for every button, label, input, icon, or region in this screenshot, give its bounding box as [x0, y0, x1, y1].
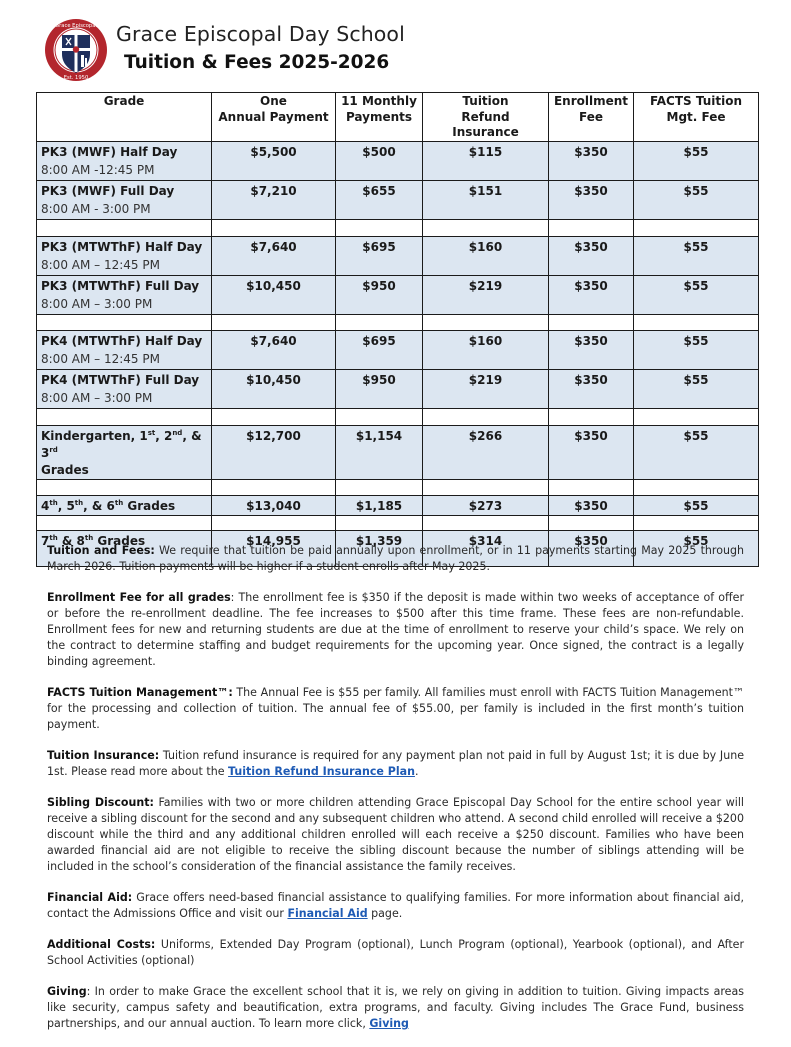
- column-header-annual: One Annual Payment: [212, 93, 336, 142]
- table-row: [37, 330, 759, 369]
- spacer-row: [37, 479, 759, 495]
- facts-fee: $55: [634, 275, 759, 314]
- monthly-payment: $950: [336, 369, 423, 408]
- grade-name: PK4 (MTWThF) Full Day: [41, 372, 200, 387]
- enrollment-fee: $350: [549, 330, 634, 369]
- grade-time: 8:00 AM -12:45 PM: [41, 162, 155, 177]
- table-row: [37, 495, 759, 515]
- grade-time: 8:00 AM - 3:00 PM: [41, 201, 151, 216]
- table-row: [37, 180, 759, 219]
- annual-payment: $7,640: [212, 330, 336, 369]
- grade-name: PK3 (MTWThF) Full Day: [41, 278, 200, 293]
- note-sibling-discount: Sibling Discount: Families with two or more children attending Grace Episcopal Day School for the entire school year will receive a sibling discount for the second and any subsequent children who attend. A second child enrolled will receive a $200 discount while the third and any additional children enrolled will each receive a $250 discount. Families who have been awarded financial aid are not eligible to receive the sibling discount because the number of siblings attending will be included in the school’s consideration of the financial assistance the family receives.: [47, 796, 744, 873]
- document-header: [44, 16, 644, 82]
- grade-name: PK3 (MTWThF) Half Day: [41, 239, 203, 254]
- enrollment-fee: $350: [549, 180, 634, 219]
- page-title: Tuition & Fees 2025-2026: [124, 52, 390, 73]
- facts-fee: $55: [634, 369, 759, 408]
- enrollment-fee: $350: [549, 530, 634, 566]
- tuition-refund-insurance-link[interactable]: Tuition Refund Insurance Plan: [228, 765, 415, 778]
- note-insurance: Tuition Insurance: Tuition refund insurance is required for any payment plan not paid in full by August 1st; it is due by June 1st. Please read more about the Tuition Refund Insurance Plan.: [47, 749, 744, 778]
- column-header-insurance: Tuition Refund Insurance: [423, 93, 549, 142]
- monthly-payment: $950: [336, 275, 423, 314]
- column-header-grade: Grade: [37, 93, 212, 142]
- facts-fee: $55: [634, 425, 759, 479]
- grade-time: 8:00 AM – 3:00 PM: [41, 390, 153, 405]
- giving-link[interactable]: Giving: [369, 1017, 409, 1030]
- spacer-row: [37, 515, 759, 530]
- monthly-payment: $1,154: [336, 425, 423, 479]
- monthly-payment: $500: [336, 141, 423, 180]
- annual-payment: $10,450: [212, 275, 336, 314]
- table-row: [37, 236, 759, 275]
- column-header-facts: FACTS Tuition Mgt. Fee: [634, 93, 759, 142]
- spacer-row: [37, 408, 759, 425]
- grade-name: PK3 (MWF) Full Day: [41, 183, 175, 198]
- note-facts: FACTS Tuition Management™: The Annual Fee is $55 per family. All families must enroll with FACTS Tuition Management™ for the processing and collection of tuition. The annual fee of $55.00, per family is included in the first month’s tuition payment.: [47, 686, 744, 731]
- facts-fee: $55: [634, 530, 759, 566]
- refund-insurance: $273: [423, 495, 549, 515]
- grade-name: 4th, 5th, & 6th Grades: [41, 498, 176, 513]
- refund-insurance: $115: [423, 141, 549, 180]
- monthly-payment: $695: [336, 330, 423, 369]
- grade-name: PK3 (MWF) Half Day: [41, 144, 178, 159]
- note-tuition-fees: Tuition and Fees: We require that tuition be paid annually upon enrollment, or in 11 payments starting May 2025 through March 2026. Tuition payments will be higher if a student enrolls after May 2025.: [47, 544, 744, 573]
- grade-name: 7th & 8th Grades: [41, 533, 146, 548]
- table-row: [37, 425, 759, 479]
- grade-time: 8:00 AM – 12:45 PM: [41, 351, 160, 366]
- tuition-table: [36, 92, 759, 567]
- grade-name: PK4 (MTWThF) Half Day: [41, 333, 203, 348]
- monthly-payment: $695: [336, 236, 423, 275]
- refund-insurance: $266: [423, 425, 549, 479]
- spacer-row: [37, 314, 759, 330]
- annual-payment: $10,450: [212, 369, 336, 408]
- policy-notes: [47, 543, 744, 1047]
- annual-payment: $7,640: [212, 236, 336, 275]
- enrollment-fee: $350: [549, 425, 634, 479]
- table-row: [37, 275, 759, 314]
- monthly-payment: $1,185: [336, 495, 423, 515]
- annual-payment: $5,500: [212, 141, 336, 180]
- annual-payment: $14,955: [212, 530, 336, 566]
- refund-insurance: $314: [423, 530, 549, 566]
- monthly-payment: $655: [336, 180, 423, 219]
- refund-insurance: $219: [423, 275, 549, 314]
- annual-payment: $12,700: [212, 425, 336, 479]
- monthly-payment: $1,359: [336, 530, 423, 566]
- refund-insurance: $160: [423, 236, 549, 275]
- facts-fee: $55: [634, 330, 759, 369]
- refund-insurance: $151: [423, 180, 549, 219]
- school-name: Grace Episcopal Day School: [116, 22, 405, 46]
- note-giving: Giving: In order to make Grace the excellent school that it is, we rely on giving in addition to tuition. Giving impacts areas like security, campus safety and beautification, extra programs, and faculty. Giving includes The Grace Fund, business partnerships, and our annual auction. To learn more click, Giving: [47, 985, 744, 1030]
- table-row: [37, 141, 759, 180]
- note-enrollment-fee: Enrollment Fee for all grades: The enrollment fee is $350 if the deposit is made within two weeks of acceptance of offer or before the re-enrollment deadline. The fee increases to $500 after this time frame. These fees are non-refundable. Enrollment fees for new and returning students are due at the time of enrollment to reserve your child’s space. We rely on the contract to determine staffing and budget requirements for the upcoming year. Once signed, the contract is a legally binding agreement.: [47, 591, 744, 668]
- annual-payment: $13,040: [212, 495, 336, 515]
- note-financial-aid: Financial Aid: Grace offers need-based financial assistance to qualifying families. For more information about financial aid, contact the Admissions Office and visit our Financial Aid page.: [47, 891, 744, 920]
- table-row: [37, 369, 759, 408]
- spacer-row: [37, 219, 759, 236]
- annual-payment: $7,210: [212, 180, 336, 219]
- grade-time: 8:00 AM – 3:00 PM: [41, 296, 153, 311]
- column-header-enrollment: Enrollment Fee: [549, 93, 634, 142]
- svg-text:Est. 1950: Est. 1950: [63, 75, 89, 81]
- facts-fee: $55: [634, 236, 759, 275]
- note-additional-costs: Additional Costs: Uniforms, Extended Day Program (optional), Lunch Program (optional), Yearbook (optional), and After School Activities (optional): [47, 938, 744, 967]
- column-header-monthly: 11 Monthly Payments: [336, 93, 423, 142]
- enrollment-fee: $350: [549, 495, 634, 515]
- facts-fee: $55: [634, 180, 759, 219]
- facts-fee: $55: [634, 495, 759, 515]
- facts-fee: $55: [634, 141, 759, 180]
- enrollment-fee: $350: [549, 236, 634, 275]
- table-header-row: [37, 93, 759, 142]
- grade-time: 8:00 AM – 12:45 PM: [41, 257, 160, 272]
- enrollment-fee: $350: [549, 369, 634, 408]
- refund-insurance: $219: [423, 369, 549, 408]
- svg-text:Grace Episcopal: Grace Episcopal: [55, 23, 97, 29]
- enrollment-fee: $350: [549, 275, 634, 314]
- financial-aid-link[interactable]: Financial Aid: [287, 907, 368, 920]
- school-crest-icon: [44, 18, 108, 82]
- refund-insurance: $160: [423, 330, 549, 369]
- enrollment-fee: $350: [549, 141, 634, 180]
- grade-name: Kindergarten, 1st, 2nd, & 3rd Grades: [41, 428, 202, 477]
